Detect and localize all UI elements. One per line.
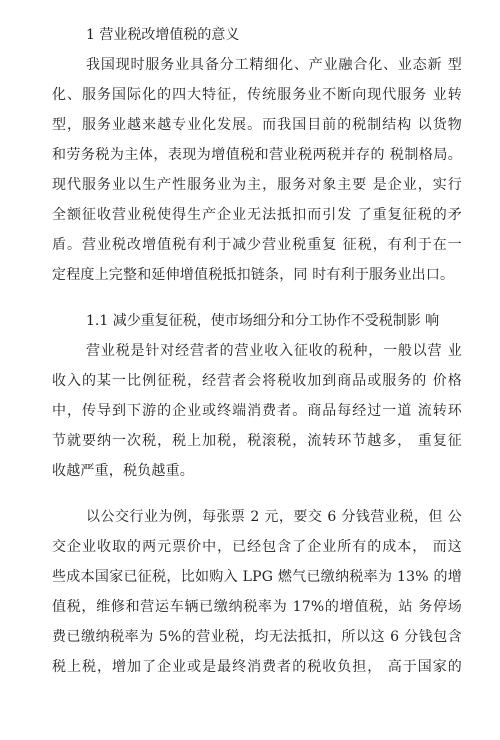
paragraph-2: [52, 336, 462, 486]
paragraph-line: 中，传导到下游的企业或终端消费者。商品每经过一道 流转环: [52, 403, 462, 419]
paragraph-line: 值税，维修和营运车辆已缴纳税率为 17%的增值税，站 务停场: [52, 599, 462, 615]
paragraph-line: 化、服务国际化的四大特征，传统服务业不断向现代服务 业转: [52, 87, 462, 103]
subsection-heading: 1.1 减少重复征税，使市场细分和分工协作不受税制影 响: [86, 313, 440, 329]
paragraph-line: 节就要纳一次税，税上加税，税滚税，流转环节越多， 重复征: [52, 433, 462, 449]
document-page: [52, 20, 462, 682]
paragraph-3: [52, 502, 462, 682]
paragraph-1: [52, 50, 462, 290]
paragraph-line: 营业税是针对经营者的营业收入征收的税种，一般以营 业: [86, 343, 462, 359]
section-heading: 1 营业税改增值税的意义: [86, 27, 240, 43]
paragraph-line: 全额征收营业税使得生产企业无法抵扣而引发 了重复征税的矛: [52, 207, 462, 223]
paragraph-line: 现代服务业以生产性服务业为主，服务对象主要 是企业，实行: [52, 177, 462, 193]
paragraph-line: 定程度上完整和延伸增值税抵扣链条，同 时有利于服务业出口。: [52, 267, 455, 283]
paragraph-line: 收入的某一比例征税，经营者会将税收加到商品或服务的 价格: [52, 373, 462, 389]
paragraph-line: 税上税，增加了企业或是最终消费者的税收负担， 高于国家的: [52, 659, 462, 675]
paragraph-line: 收越严重，税负越重。: [52, 463, 194, 479]
paragraph-line: 和劳务税为主体，表现为增值税和营业税两税并存的 税制格局。: [52, 147, 462, 163]
paragraph-line: 盾。营业税改增值税有利于减少营业税重复 征税，有利于在一: [52, 237, 462, 253]
paragraph-line: 我国现时服务业具备分工精细化、产业融合化、业态新 型: [86, 57, 462, 73]
paragraph-line: 交企业收取的两元票价中，已经包含了企业所有的成本， 而这: [52, 539, 462, 555]
paragraph-gap: [52, 486, 462, 502]
paragraph-line: 型，服务业越来越专业化发展。而我国目前的税制结构 以货物: [52, 117, 462, 133]
paragraph-line: 以公交行业为例，每张票 2 元，要交 6 分钱营业税，但 公: [86, 509, 462, 525]
paragraph-gap: [52, 290, 462, 306]
paragraph-line: 费已缴纳税率为 5%的营业税，均无法抵扣，所以这 6 分钱包含: [52, 629, 462, 645]
paragraph-line: 些成本国家已征税，比如购入 LPG 燃气已缴纳税率为 13% 的增: [52, 569, 462, 585]
